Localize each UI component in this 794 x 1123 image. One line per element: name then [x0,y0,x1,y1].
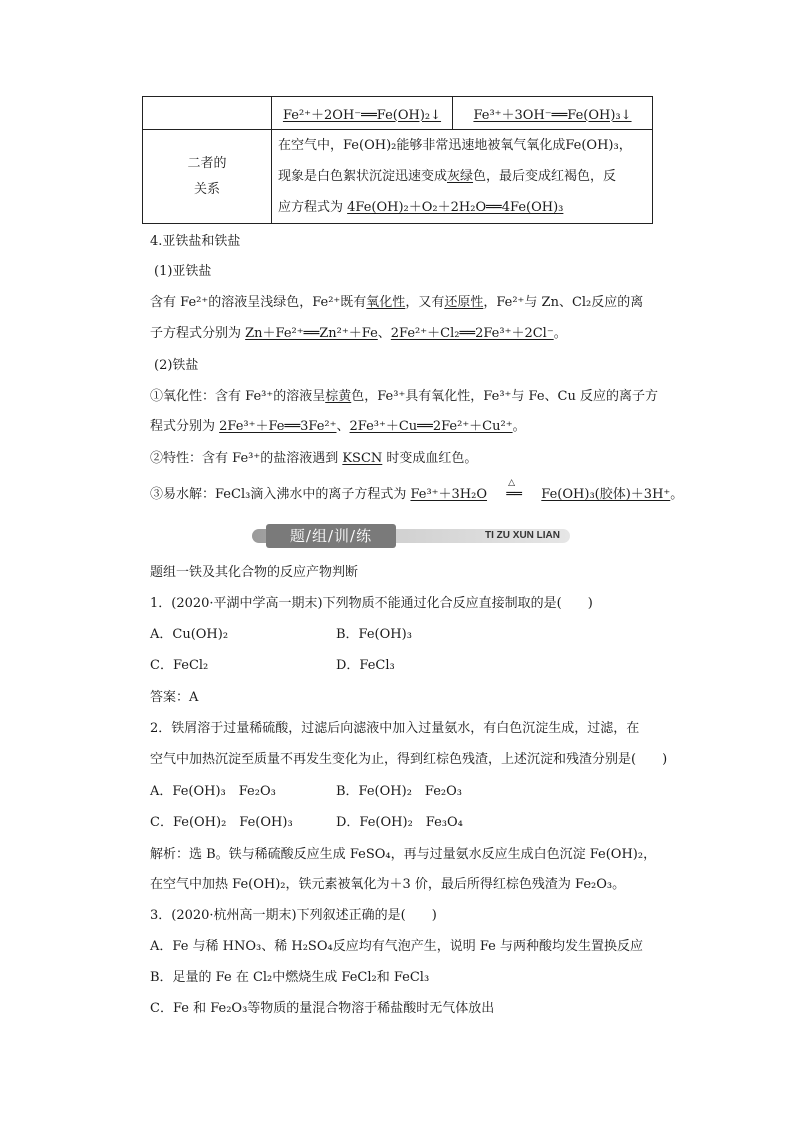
option-c: C．Fe 和 Fe₂O₃等物质的量混合物溶于稀盐酸时无气体放出 [150,1001,495,1016]
table-relation-text: 在空气中，Fe(OH)₂能够非常迅速地被氧气氧化成Fe(OH)₃， 现象是白色絮状沉淀迅速变成灰绿色，最后变成红褐色，反 应方程式为 4Fe(OH)₂＋O₂＋2H₂O══4Fe(OH)₃ [272,130,653,224]
option-c: C．FeCl₂ [150,658,209,673]
option-b: B．Fe(OH)₃ [336,627,412,642]
paragraph-hydrolysis: ③易水解：FeCl₃滴入沸水中的离子方程式为 Fe³⁺＋3H₂O △ ══ Fe(OH)₃(胶体)＋3H⁺。 [150,478,684,502]
question-3: 3．(2020·杭州高一期末)下列叙述正确的是( ) [150,908,437,923]
option-a: A．Fe(OH)₃ Fe₂O₃ [150,784,276,799]
paragraph: 含有 Fe²⁺的溶液呈浅绿色，Fe²⁺既有氧化性，又有还原性，Fe²⁺与 Zn、Cl₂反应的离 [150,295,644,310]
option-b: B．Fe(OH)₂ Fe₂O₃ [336,784,462,799]
option-d: D．Fe(OH)₂ Fe₃O₄ [336,815,463,830]
paragraph: 程式分别为 2Fe³⁺＋Fe══3Fe²⁺、2Fe³⁺＋Cu══2Fe²⁺＋Cu²⁺。 [150,419,526,434]
section-heading: 4.亚铁盐和铁盐 [150,234,241,249]
banner-title: 题/组/训/练 [266,524,396,548]
option-a: A．Cu(OH)₂ [150,627,229,642]
table-cell-feoh2-equation: Fe²⁺＋2OH⁻══Fe(OH)₂↓ [272,97,453,130]
option-b: B．足量的 Fe 在 Cl₂中燃烧生成 FeCl₂和 FeCl₃ [150,970,430,985]
paragraph: 子方程式分别为 Zn＋Fe²⁺══Zn²⁺＋Fe、2Fe²⁺＋Cl₂══2Fe³⁺＋2Cl⁻。 [150,326,567,341]
paragraph: ②特性：含有 Fe³⁺的盐溶液遇到 KSCN 时变成血红色。 [150,451,478,466]
table-row-label: 二者的 关系 [143,130,272,224]
banner-subtitle: TI ZU XUN LIAN [485,530,560,541]
subheading-ferrous-salt: (1)亚铁盐 [154,264,212,279]
heat-equilibrium-arrow: △ ══ [506,478,522,502]
option-c: C．Fe(OH)₂ Fe(OH)₃ [150,815,293,830]
table-cell-feoh3-equation: Fe³⁺＋3OH⁻══Fe(OH)₃↓ [453,97,653,130]
subheading-ferric-salt: (2)铁盐 [154,358,199,373]
answer: 答案：A [150,690,199,705]
explanation: 解析：选 B。铁与稀硫酸反应生成 FeSO₄，再与过量氨水反应生成白色沉淀 Fe(OH)₂， [150,847,657,862]
question-2-cont: 空气中加热沉淀至质量不再发生变化为止，得到红棕色残渣，上述沉淀和残渣分别是( ) [150,752,668,767]
paragraph: ①氧化性：含有 Fe³⁺的溶液呈棕黄色，Fe³⁺具有氧化性，Fe³⁺与 Fe、Cu 反应的离子方 [150,389,658,404]
question-1: 1．(2020·平湖中学高一期末)下列物质不能通过化合反应直接制取的是( ) [150,596,593,611]
question-group-title: 题组一铁及其化合物的反应产物判断 [150,565,359,580]
table-cell-empty [143,97,272,130]
explanation-cont: 在空气中加热 Fe(OH)₂，铁元素被氧化为＋3 价，最后所得红棕色残渣为 Fe₂O₃。 [150,877,626,892]
section-banner [252,524,570,548]
question-2: 2．铁屑溶于过量稀硫酸，过滤后向滤液中加入过量氨水，有白色沉淀生成，过滤，在 [150,721,640,736]
comparison-table [142,96,653,224]
option-a: A．Fe 与稀 HNO₃、稀 H₂SO₄反应均有气泡产生，说明 Fe 与两种酸均发生置换反应 [150,939,643,954]
option-d: D．FeCl₃ [336,658,395,673]
